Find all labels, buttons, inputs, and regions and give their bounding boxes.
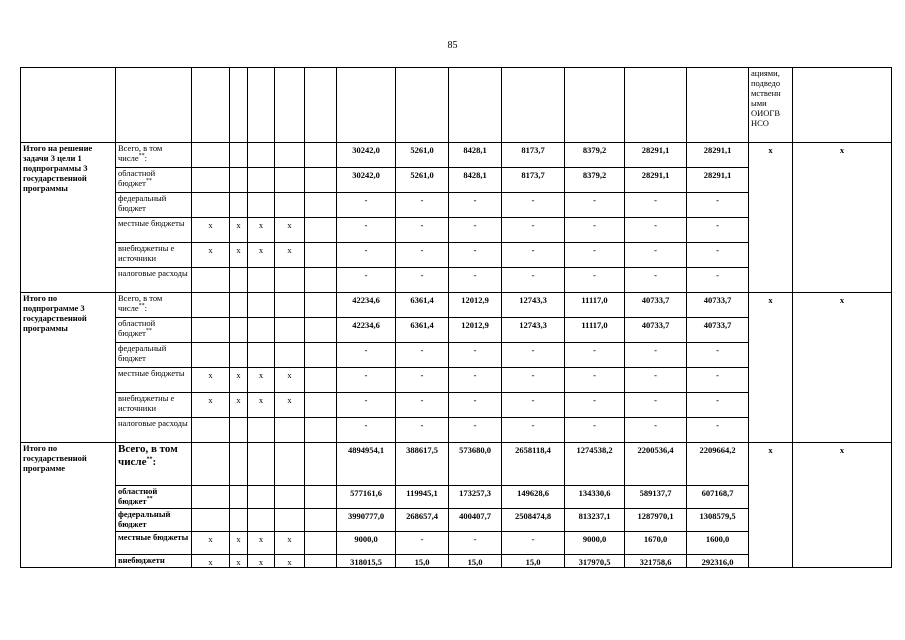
row-label — [116, 293, 192, 318]
value-cell: - — [396, 393, 449, 418]
empty-cell — [305, 343, 337, 368]
row-label — [116, 218, 192, 243]
value-cell: 15,0 — [396, 555, 449, 568]
x-mark-cell — [275, 443, 305, 486]
empty-cell — [305, 143, 337, 168]
value-cell: - — [502, 418, 565, 443]
value-cell: 11117,0 — [565, 318, 625, 343]
x-mark-cell: x — [248, 243, 275, 268]
x-mark-cell: x — [248, 218, 275, 243]
x-mark-cell — [192, 443, 230, 486]
row-label-text: областной бюджет — [118, 486, 158, 506]
header-cell — [502, 68, 565, 143]
x-mark-cell — [275, 293, 305, 318]
row-label — [116, 555, 192, 568]
header-cell — [625, 68, 687, 143]
value-cell: - — [687, 393, 749, 418]
value-cell: 8173,7 — [502, 143, 565, 168]
flag-cell: x — [749, 443, 793, 568]
footnote-mark: ** — [146, 456, 153, 463]
x-mark-cell — [230, 268, 248, 293]
x-mark-cell: x — [192, 368, 230, 393]
empty-cell — [305, 318, 337, 343]
x-mark-cell — [192, 343, 230, 368]
value-cell: - — [565, 368, 625, 393]
value-cell: - — [565, 343, 625, 368]
row-label — [116, 443, 192, 486]
value-cell: 173257,3 — [449, 486, 502, 509]
value-cell: 3990777,0 — [337, 509, 396, 532]
value-cell: - — [565, 193, 625, 218]
x-mark-cell: x — [230, 368, 248, 393]
empty-cell — [305, 218, 337, 243]
value-cell: 28291,1 — [625, 168, 687, 193]
x-mark-cell — [192, 143, 230, 168]
x-mark-cell: x — [248, 393, 275, 418]
value-cell: 2658118,4 — [502, 443, 565, 486]
value-cell: - — [396, 343, 449, 368]
x-mark-cell — [192, 293, 230, 318]
x-mark-cell — [248, 418, 275, 443]
value-cell: 28291,1 — [687, 143, 749, 168]
empty-cell — [305, 509, 337, 532]
value-cell: - — [625, 268, 687, 293]
value-cell: 1287970,1 — [625, 509, 687, 532]
row-label — [116, 368, 192, 393]
row-label — [116, 393, 192, 418]
value-cell: 8379,2 — [565, 143, 625, 168]
value-cell: 2508474,8 — [502, 509, 565, 532]
value-cell: - — [625, 343, 687, 368]
x-mark-cell — [248, 143, 275, 168]
value-cell: 5261,0 — [396, 168, 449, 193]
x-mark-cell: x — [248, 532, 275, 555]
value-cell: - — [449, 343, 502, 368]
header-cell — [687, 68, 749, 143]
row-label-text: налоговые расходы — [118, 268, 188, 278]
value-cell: 2209664,2 — [687, 443, 749, 486]
row-label — [116, 268, 192, 293]
value-cell: - — [396, 532, 449, 555]
value-cell: - — [502, 393, 565, 418]
x-mark-cell — [230, 443, 248, 486]
x-mark-cell — [248, 509, 275, 532]
flag-cell: x — [749, 143, 793, 293]
flag-cell: x — [793, 143, 892, 293]
value-cell: 12012,9 — [449, 318, 502, 343]
footnote-mark: ** — [145, 328, 152, 335]
row-label-text: Всего, в том числе — [118, 143, 163, 163]
row-label — [116, 193, 192, 218]
row-label — [116, 486, 192, 509]
value-cell: - — [337, 418, 396, 443]
empty-cell — [305, 293, 337, 318]
row-label-text: местные бюджеты — [118, 532, 189, 542]
footnote-mark: ** — [146, 496, 153, 503]
value-cell: 40733,7 — [687, 293, 749, 318]
value-cell: 318015,5 — [337, 555, 396, 568]
table-body — [21, 68, 892, 568]
x-mark-cell: x — [275, 532, 305, 555]
value-cell: - — [687, 218, 749, 243]
x-mark-cell — [192, 418, 230, 443]
value-cell: - — [625, 193, 687, 218]
row-label — [116, 143, 192, 168]
value-cell: - — [449, 532, 502, 555]
table-row — [21, 293, 892, 318]
value-cell: 1274538,2 — [565, 443, 625, 486]
page-number: 85 — [447, 40, 458, 51]
x-mark-cell — [230, 509, 248, 532]
row-label-text: федеральный бюджет — [118, 193, 167, 213]
x-mark-cell: x — [275, 555, 305, 568]
value-cell: 30242,0 — [337, 143, 396, 168]
header-cell — [449, 68, 502, 143]
value-cell: 573680,0 — [449, 443, 502, 486]
value-cell: 317970,5 — [565, 555, 625, 568]
value-cell: - — [687, 268, 749, 293]
x-mark-cell: x — [192, 532, 230, 555]
x-mark-cell — [248, 443, 275, 486]
header-cell — [192, 68, 230, 143]
value-cell: 42234,6 — [337, 293, 396, 318]
value-cell: - — [449, 368, 502, 393]
value-cell: 1670,0 — [625, 532, 687, 555]
x-mark-cell: x — [275, 243, 305, 268]
value-cell: - — [396, 218, 449, 243]
x-mark-cell — [248, 268, 275, 293]
row-label — [116, 168, 192, 193]
value-cell: - — [565, 243, 625, 268]
value-cell: - — [502, 368, 565, 393]
header-cell — [248, 68, 275, 143]
value-cell: 8428,1 — [449, 168, 502, 193]
value-cell: - — [687, 343, 749, 368]
value-cell: - — [565, 418, 625, 443]
x-mark-cell — [275, 343, 305, 368]
header-cell — [275, 68, 305, 143]
x-mark-cell — [275, 268, 305, 293]
value-cell: - — [625, 368, 687, 393]
value-cell: 28291,1 — [687, 168, 749, 193]
x-mark-cell — [248, 168, 275, 193]
value-cell: - — [687, 243, 749, 268]
value-cell: - — [337, 343, 396, 368]
value-cell: 8173,7 — [502, 168, 565, 193]
empty-cell — [305, 443, 337, 486]
x-mark-cell — [248, 486, 275, 509]
x-mark-cell: x — [230, 393, 248, 418]
value-cell: 607168,7 — [687, 486, 749, 509]
value-cell: 813237,1 — [565, 509, 625, 532]
value-cell: 5261,0 — [396, 143, 449, 168]
x-mark-cell — [192, 268, 230, 293]
value-cell: - — [337, 243, 396, 268]
x-mark-cell — [192, 168, 230, 193]
section-title: Итого по подпрограмме 3 государственной программы — [21, 293, 116, 443]
x-mark-cell: x — [275, 368, 305, 393]
value-cell: - — [396, 418, 449, 443]
value-cell: 400407,7 — [449, 509, 502, 532]
value-cell: 9000,0 — [337, 532, 396, 555]
x-mark-cell: x — [230, 555, 248, 568]
value-cell: 11117,0 — [565, 293, 625, 318]
value-cell: - — [337, 193, 396, 218]
value-cell: 12743,3 — [502, 318, 565, 343]
value-cell: 1600,0 — [687, 532, 749, 555]
footnote-mark: ** — [138, 303, 145, 310]
value-cell: - — [337, 368, 396, 393]
value-cell: - — [502, 218, 565, 243]
value-cell: - — [337, 218, 396, 243]
header-cell — [305, 68, 337, 143]
row-label-text: Всего, в том числе — [118, 293, 163, 313]
value-cell: - — [625, 218, 687, 243]
row-label-text: областной бюджет — [118, 318, 156, 338]
footnote-mark: ** — [138, 153, 145, 160]
budget-table — [20, 67, 892, 568]
row-label-text: местные бюджеты — [118, 218, 185, 228]
value-cell: - — [502, 268, 565, 293]
x-mark-cell: x — [248, 368, 275, 393]
x-mark-cell — [230, 193, 248, 218]
label-suffix: : — [144, 153, 147, 163]
x-mark-cell — [192, 193, 230, 218]
row-label-text: областной бюджет — [118, 168, 156, 188]
section-title: Итого на решение задачи 3 цели 1 подпрограммы 3 государственной программы — [21, 143, 116, 293]
x-mark-cell — [275, 318, 305, 343]
value-cell: 12012,9 — [449, 293, 502, 318]
value-cell: - — [502, 343, 565, 368]
value-cell: - — [565, 268, 625, 293]
value-cell: 12743,3 — [502, 293, 565, 318]
value-cell: 6361,4 — [396, 318, 449, 343]
x-mark-cell — [192, 509, 230, 532]
header-cell — [116, 68, 192, 143]
x-mark-cell — [230, 143, 248, 168]
x-mark-cell — [230, 168, 248, 193]
x-mark-cell — [275, 486, 305, 509]
x-mark-cell — [275, 193, 305, 218]
value-cell: - — [449, 193, 502, 218]
value-cell: 40733,7 — [625, 293, 687, 318]
x-mark-cell: x — [275, 218, 305, 243]
x-mark-cell: x — [248, 555, 275, 568]
row-label-text: федеральный бюджет — [118, 343, 167, 363]
x-mark-cell — [230, 418, 248, 443]
x-mark-cell — [230, 343, 248, 368]
value-cell: 321758,6 — [625, 555, 687, 568]
value-cell: - — [687, 193, 749, 218]
value-cell: - — [565, 218, 625, 243]
value-cell: - — [625, 393, 687, 418]
value-cell: - — [625, 243, 687, 268]
row-label-text: внебюджетн — [118, 555, 165, 565]
row-label — [116, 532, 192, 555]
x-mark-cell — [275, 168, 305, 193]
x-mark-cell — [192, 486, 230, 509]
x-mark-cell: x — [230, 218, 248, 243]
value-cell: 577161,6 — [337, 486, 396, 509]
header-last-column-text: ациями, подведо мственн ыми ОИОГВ НСО — [749, 68, 793, 143]
value-cell: 388617,5 — [396, 443, 449, 486]
empty-cell — [305, 486, 337, 509]
empty-cell — [305, 368, 337, 393]
value-cell: 4894954,1 — [337, 443, 396, 486]
flag-cell: x — [793, 443, 892, 568]
value-cell: 2200536,4 — [625, 443, 687, 486]
value-cell: - — [502, 243, 565, 268]
x-mark-cell — [275, 418, 305, 443]
value-cell: - — [337, 268, 396, 293]
value-cell: 42234,6 — [337, 318, 396, 343]
value-cell: 40733,7 — [687, 318, 749, 343]
value-cell: 30242,0 — [337, 168, 396, 193]
value-cell: 8379,2 — [565, 168, 625, 193]
row-label — [116, 243, 192, 268]
x-mark-cell: x — [192, 218, 230, 243]
x-mark-cell: x — [275, 393, 305, 418]
label-suffix: : — [144, 303, 147, 313]
empty-cell — [305, 268, 337, 293]
x-mark-cell: x — [192, 555, 230, 568]
label-suffix: : — [152, 456, 157, 468]
row-label — [116, 418, 192, 443]
empty-cell — [305, 418, 337, 443]
value-cell: 6361,4 — [396, 293, 449, 318]
value-cell: 28291,1 — [625, 143, 687, 168]
value-cell: 268657,4 — [396, 509, 449, 532]
value-cell: 589137,7 — [625, 486, 687, 509]
header-cell — [396, 68, 449, 143]
value-cell: - — [449, 218, 502, 243]
x-mark-cell: x — [230, 243, 248, 268]
x-mark-cell — [275, 509, 305, 532]
empty-cell — [305, 393, 337, 418]
value-cell: 40733,7 — [625, 318, 687, 343]
empty-cell — [305, 532, 337, 555]
value-cell: - — [396, 243, 449, 268]
empty-cell — [305, 243, 337, 268]
empty-cell — [305, 555, 337, 568]
value-cell: - — [449, 418, 502, 443]
x-mark-cell: x — [192, 393, 230, 418]
row-label-text: Всего, в том числе — [118, 443, 178, 468]
value-cell: - — [396, 368, 449, 393]
header-cell — [565, 68, 625, 143]
x-mark-cell: x — [192, 243, 230, 268]
row-label — [116, 343, 192, 368]
value-cell: 119945,1 — [396, 486, 449, 509]
table-row — [21, 443, 892, 486]
value-cell: 292316,0 — [687, 555, 749, 568]
value-cell: 134330,6 — [565, 486, 625, 509]
flag-cell: x — [749, 293, 793, 443]
row-label-text: внебюджетны е источники — [118, 243, 175, 263]
flag-cell: x — [793, 293, 892, 443]
empty-cell — [305, 193, 337, 218]
row-label-text: внебюджетны е источники — [118, 393, 175, 413]
x-mark-cell — [248, 193, 275, 218]
empty-cell — [305, 168, 337, 193]
value-cell: 8428,1 — [449, 143, 502, 168]
table-row — [21, 143, 892, 168]
value-cell: - — [449, 243, 502, 268]
x-mark-cell — [230, 318, 248, 343]
row-label-text: местные бюджеты — [118, 368, 185, 378]
header-cell — [230, 68, 248, 143]
x-mark-cell — [248, 293, 275, 318]
x-mark-cell: x — [230, 532, 248, 555]
row-label — [116, 509, 192, 532]
row-label — [116, 318, 192, 343]
x-mark-cell — [230, 293, 248, 318]
header-cell — [337, 68, 396, 143]
header-cell — [21, 68, 116, 143]
section-title: Итого по государственной программе — [21, 443, 116, 568]
value-cell: - — [502, 193, 565, 218]
value-cell: - — [625, 418, 687, 443]
value-cell: 9000,0 — [565, 532, 625, 555]
value-cell: 1308579,5 — [687, 509, 749, 532]
value-cell: - — [449, 393, 502, 418]
x-mark-cell — [248, 343, 275, 368]
value-cell: - — [449, 268, 502, 293]
value-cell: 149628,6 — [502, 486, 565, 509]
value-cell: 15,0 — [449, 555, 502, 568]
value-cell: 15,0 — [502, 555, 565, 568]
value-cell: - — [396, 268, 449, 293]
value-cell: - — [396, 193, 449, 218]
x-mark-cell — [192, 318, 230, 343]
value-cell: - — [502, 532, 565, 555]
value-cell: - — [337, 393, 396, 418]
footnote-mark: ** — [145, 178, 152, 185]
value-cell: - — [565, 393, 625, 418]
value-cell: - — [687, 418, 749, 443]
value-cell: - — [687, 368, 749, 393]
x-mark-cell — [275, 143, 305, 168]
header-continuation-row — [21, 68, 892, 143]
header-cell — [793, 68, 892, 143]
x-mark-cell — [248, 318, 275, 343]
x-mark-cell — [230, 486, 248, 509]
row-label-text: налоговые расходы — [118, 418, 188, 428]
row-label-text: федеральный бюджет — [118, 509, 171, 529]
